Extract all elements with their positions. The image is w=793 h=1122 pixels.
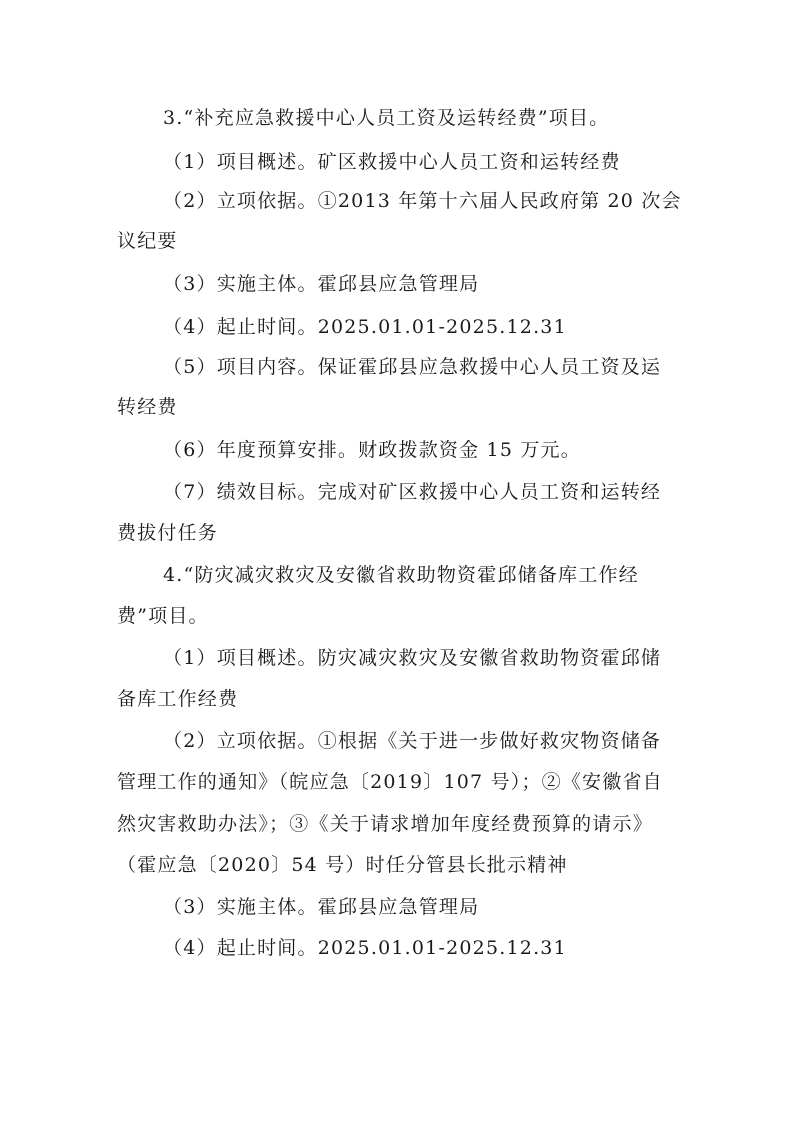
section-3-overview: （1）项目概述。矿区救援中心人员工资和运转经费 — [163, 151, 621, 173]
section-4-basis-cont-1: 管理工作的通知》（皖应急〔2019〕107 号）；②《安徽省自 — [117, 771, 663, 793]
section-3-basis-cont: 议纪要 — [117, 230, 178, 252]
section-3-basis: （2）立项依据。①2013 年第十六届人民政府第 20 次会 — [163, 190, 682, 212]
section-3-period: （4）起止时间。2025.01.01-2025.12.31 — [163, 316, 567, 338]
section-4-heading: 4.“防灾减灾救灾及安徽省救助物资霍邱储备库工作经 — [163, 564, 639, 586]
section-4-implementer: （3）实施主体。霍邱县应急管理局 — [163, 896, 480, 918]
section-3-goal-cont: 费拔付任务 — [117, 522, 219, 544]
section-4-heading-cont: 费”项目。 — [117, 605, 209, 627]
section-4-overview-cont: 备库工作经费 — [117, 688, 239, 710]
section-3-budget: （6）年度预算安排。财政拨款资金 15 万元。 — [163, 439, 581, 461]
section-4-overview: （1）项目概述。防灾减灾救灾及安徽省救助物资霍邱储 — [163, 647, 662, 669]
section-3-heading: 3.“补充应急救援中心人员工资及运转经费”项目。 — [163, 107, 610, 129]
section-3-content-cont: 转经费 — [117, 396, 178, 418]
section-4-basis: （2）立项依据。①根据《关于进一步做好救灾物资储备 — [163, 730, 662, 752]
section-4-basis-cont-3: （霍应急〔2020〕54 号）时任分管县长批示精神 — [117, 854, 568, 876]
section-3-implementer: （3）实施主体。霍邱县应急管理局 — [163, 273, 480, 295]
section-4-basis-cont-2: 然灾害救助办法》；③《关于请求增加年度经费预算的请示》 — [117, 813, 653, 835]
section-4-period: （4）起止时间。2025.01.01-2025.12.31 — [163, 937, 567, 959]
section-3-goal: （7）绩效目标。完成对矿区救援中心人员工资和运转经 — [163, 481, 662, 503]
section-3-content: （5）项目内容。保证霍邱县应急救援中心人员工资及运 — [163, 356, 662, 378]
